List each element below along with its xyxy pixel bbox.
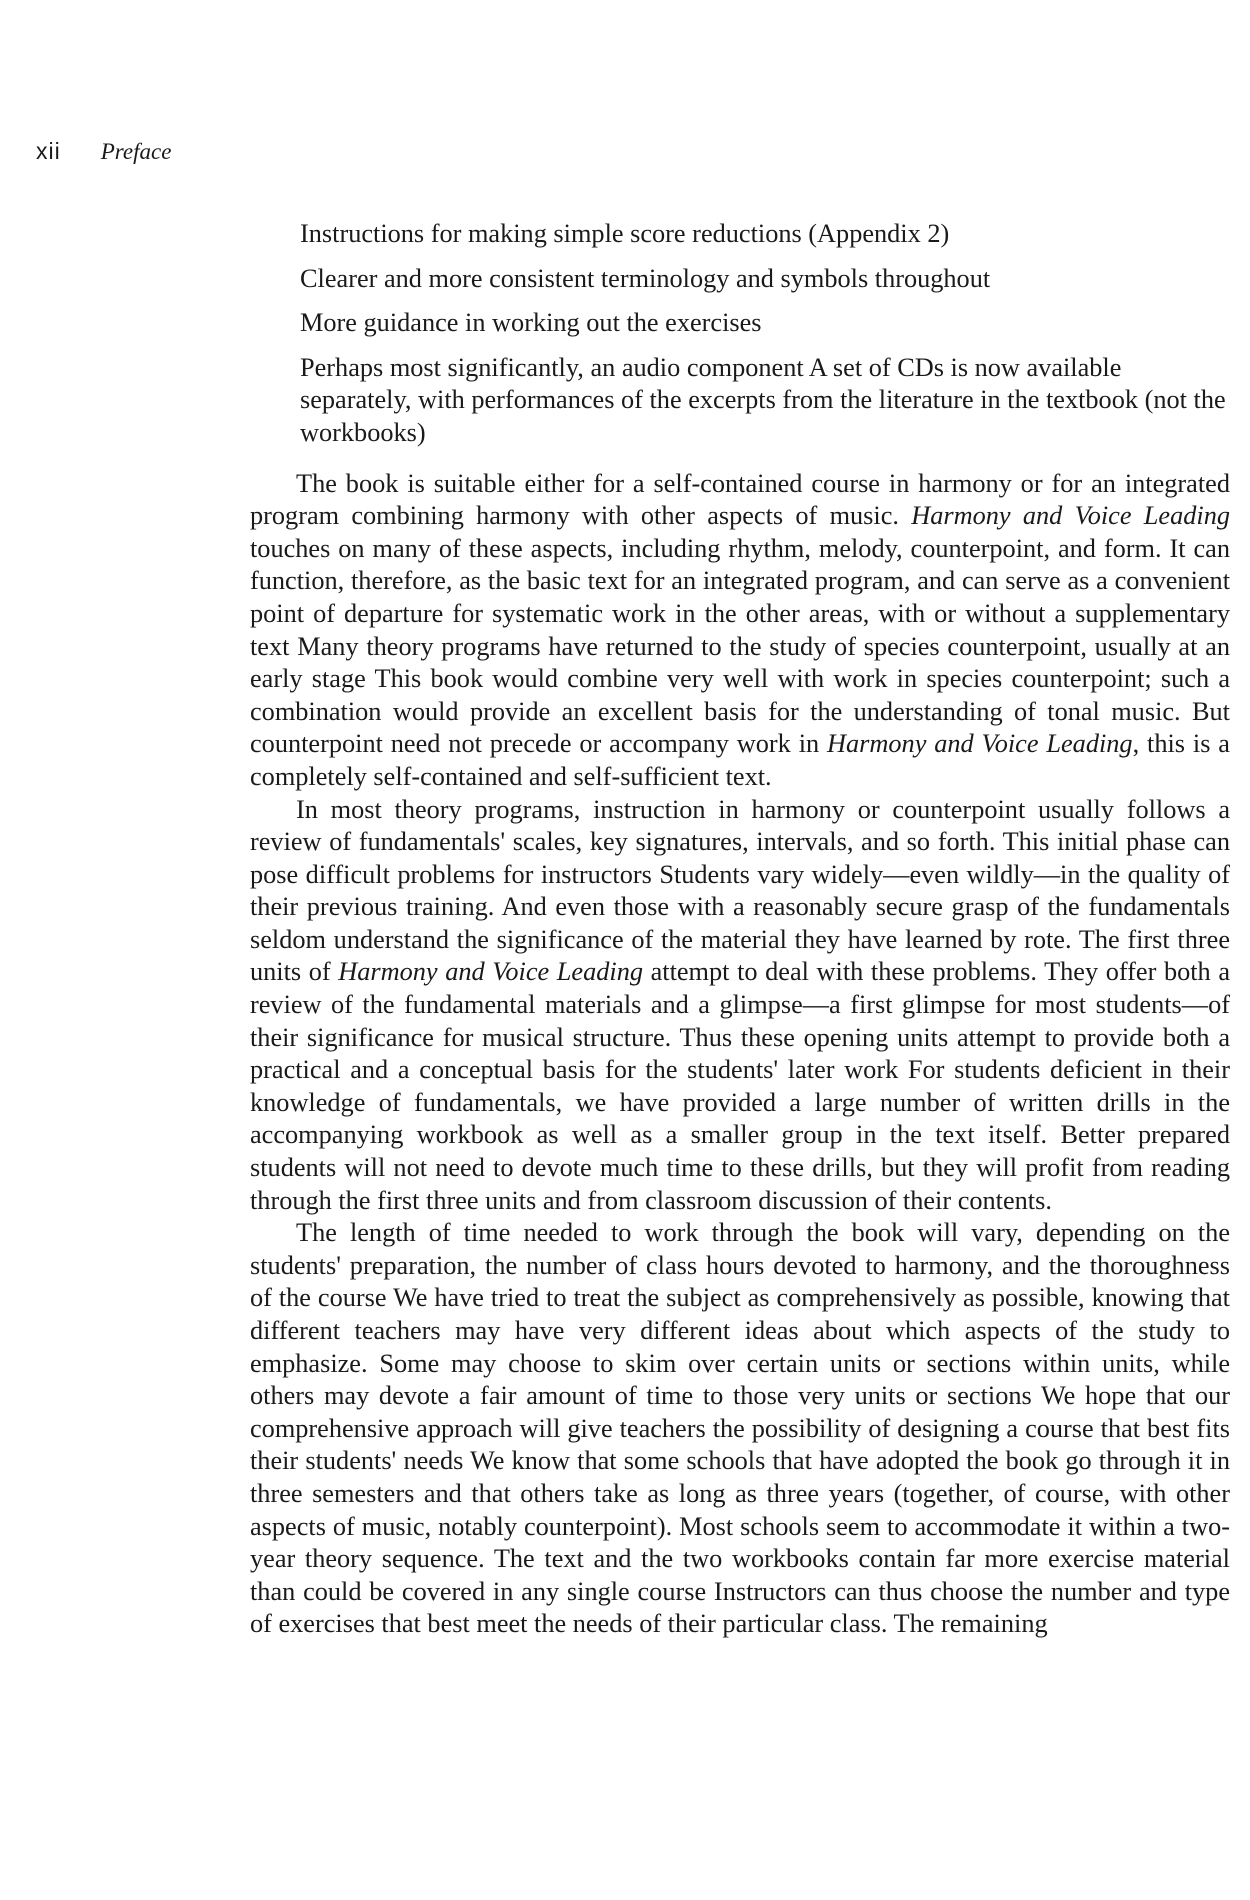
book-title: Harmony and Voice Leading	[911, 501, 1230, 531]
list-item: More guidance in working out the exercises	[300, 308, 762, 338]
list-item: Instructions for making simple score reductions (Appendix 2)	[300, 219, 950, 248]
paragraph	[250, 794, 1230, 1218]
book-title: Harmony and Voice Leading	[338, 957, 643, 987]
paragraph	[250, 1217, 1230, 1641]
text-run: , this is a completely self-contained and self-sufficient text.	[250, 729, 1230, 791]
text-run: In most theory programs, instruction in harmony or counterpoint usually follows a review of fundamentals' scales, key signatures, intervals, and so forth. This initial phase can pose difficult problems for instructors Students vary widely—even wildly—in the quality of their previous training. And even those with a reasonably secure grasp of the fundamentals seldom understand the significance of the material they have learned by rote. The first three units of	[250, 794, 1230, 987]
running-head	[36, 138, 171, 165]
section-title: Preface	[100, 139, 172, 164]
text-run: The book is suitable either for a self-contained course in harmony or for an integrated program combining harmony with other aspects of music.	[250, 468, 1230, 531]
list-item: Perhaps most significantly, an audio component A set of CDs is now available separately, with performances of the excerpts from the literature in the textbook (not the workbooks)	[300, 352, 1226, 447]
book-title: Harmony and Voice Leading	[827, 729, 1133, 759]
text-run: attempt to deal with these problems. They offer both a review of the fundamental materials and a glimpse—a first glimpse for most students—of their significance for musical structure. Thus these opening units attempt to provide both a practical and a conceptual basis for the students' later work For students deficient in their knowledge of fundamentals, we have provided a large number of written drills in the accompanying workbook as well as a smaller group in the text itself. Better prepared students will not need to devote much time to these drills, but they will profit from reading through the first three units and from classroom discussion of their contents.	[250, 957, 1230, 1215]
body-text	[250, 218, 1230, 1641]
paragraph	[250, 468, 1230, 794]
list-item: Clearer and more consistent terminology and symbols throughout	[300, 263, 991, 293]
page-number: xii	[36, 138, 61, 164]
text-run: touches on many of these aspects, including rhythm, melody, counterpoint, and form. It can function, therefore, as the basic text for an integrated program, and can serve as a convenient point of departure for systematic work in the other areas, with or without a supplementary text Many theory programs have returned to the study of species counterpoint, usually at an early stage This book would combine very well with work in species counterpoint; such a combination would provide an excellent basis for the understanding of tonal music. But counterpoint need not precede or accompany work in	[250, 533, 1230, 759]
text-run: The length of time needed to work through the book will vary, depending on the students' preparation, the number of class hours devoted to harmony, and the thoroughness of the course We have tried to treat the subject as comprehensively as possible, knowing that different teachers may have very different ideas about which aspects of the study to emphasize. Some may choose to skim over certain units or sections within units, while others may devote a fair amount of time to those very units or sections We hope that our comprehensive approach will give teachers the possibility of designing a course that best fits their students' needs We know that some schools that have adopted the book go through it in three semesters and that others take as long as three years (together, of course, with other aspects of music, notably counterpoint). Most schools seem to accommodate it within a two-year theory sequence. The text and the two workbooks contain far more exercise material than could be covered in any single course Instructors can thus choose the number and type of exercises that best meet the needs of their particular class. The remaining	[250, 1218, 1230, 1639]
